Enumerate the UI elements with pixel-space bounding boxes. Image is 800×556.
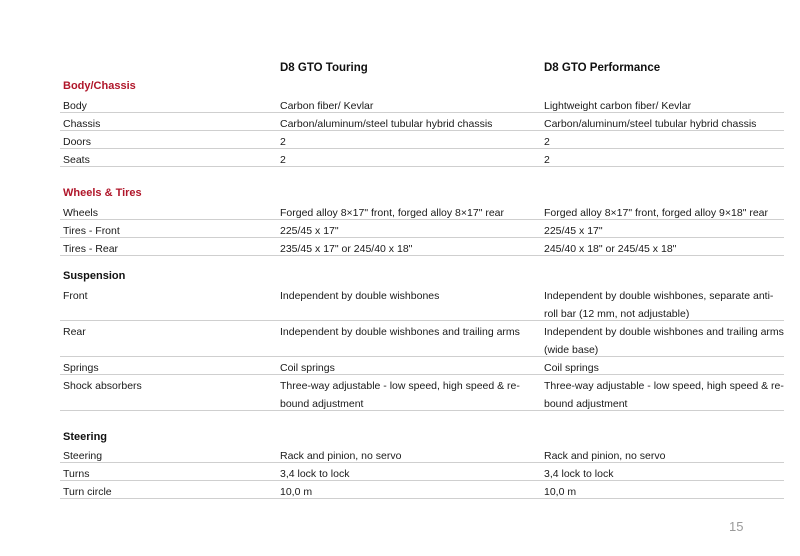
row-label: Body — [63, 100, 87, 112]
touring-value: Independent by double wishbones — [280, 290, 440, 302]
row-label: Chassis — [63, 118, 101, 130]
touring-value: Carbon fiber/ Kevlar — [280, 100, 374, 112]
touring-value: 3,4 lock to lock — [280, 468, 350, 480]
row-label: Seats — [63, 154, 90, 166]
performance-value: Independent by double wishbones, separate anti-roll bar (12 mm, not adjustable) — [544, 290, 774, 320]
column-header-touring: D8 GTO Touring — [280, 62, 368, 74]
column-header-performance: D8 GTO Performance — [544, 62, 661, 74]
section-title-wheels-tires: Wheels & Tires — [63, 187, 142, 199]
performance-value: Rack and pinion, no servo — [544, 450, 666, 462]
page-number: 15 — [729, 519, 744, 534]
row-label: Tires - Rear — [63, 243, 119, 255]
touring-value: 10,0 m — [280, 486, 313, 498]
performance-value: 10,0 m — [544, 486, 577, 498]
section-title-suspension: Suspension — [63, 270, 126, 282]
performance-value: 3,4 lock to lock — [544, 468, 614, 480]
performance-value: Forged alloy 8×17" front, forged alloy 9×18" rear — [544, 207, 769, 219]
row-label: Front — [63, 290, 88, 302]
performance-value: 245/40 x 18" or 245/45 x 18" — [544, 243, 677, 255]
touring-value: 2 — [280, 136, 286, 148]
touring-value: Independent by double wishbones and trailing arms — [280, 326, 520, 338]
touring-value: Rack and pinion, no servo — [280, 450, 402, 462]
row-label: Shock absorbers — [63, 380, 142, 392]
table-row — [60, 320, 784, 357]
table-row — [60, 480, 784, 499]
touring-value: Coil springs — [280, 362, 335, 374]
row-label: Turn circle — [63, 486, 112, 498]
performance-value: 2 — [544, 136, 550, 148]
row-label: Steering — [63, 450, 103, 462]
touring-value: 235/45 x 17" or 245/40 x 18" — [280, 243, 413, 255]
row-label: Tires - Front — [63, 225, 120, 237]
table-row — [60, 462, 784, 481]
table-row — [60, 130, 784, 149]
touring-value: 2 — [280, 154, 286, 166]
section-title-body-chassis: Body/Chassis — [63, 80, 136, 92]
table-row — [60, 356, 784, 375]
table-row — [60, 219, 784, 238]
table-row — [60, 444, 784, 463]
performance-value: Lightweight carbon fiber/ Kevlar — [544, 100, 692, 112]
touring-value: Forged alloy 8×17" front, forged alloy 8×17" rear — [280, 207, 505, 219]
performance-value: Carbon/aluminum/steel tubular hybrid chassis — [544, 118, 757, 130]
performance-value: Coil springs — [544, 362, 599, 374]
touring-value: Carbon/aluminum/steel tubular hybrid chassis — [280, 118, 493, 130]
table-row — [60, 201, 784, 220]
touring-value: 225/45 x 17" — [280, 225, 339, 237]
performance-value: 225/45 x 17" — [544, 225, 603, 237]
row-label: Springs — [63, 362, 99, 374]
table-row — [60, 148, 784, 167]
row-label: Rear — [63, 326, 86, 338]
row-label: Wheels — [63, 207, 99, 219]
row-label: Doors — [63, 136, 92, 148]
section-title-steering: Steering — [63, 431, 108, 443]
performance-value: 2 — [544, 154, 550, 166]
table-row — [60, 94, 784, 113]
performance-value: Independent by double wishbones and trailing arms (wide base) — [544, 326, 784, 356]
table-row — [60, 112, 784, 131]
table-row — [60, 374, 784, 411]
performance-value: Three-way adjustable - low speed, high speed & re-bound adjustment — [544, 380, 784, 410]
table-row — [60, 284, 784, 321]
row-label: Turns — [63, 468, 90, 480]
touring-value: Three-way adjustable - low speed, high speed & re-bound adjustment — [280, 380, 520, 410]
table-row — [60, 237, 784, 256]
